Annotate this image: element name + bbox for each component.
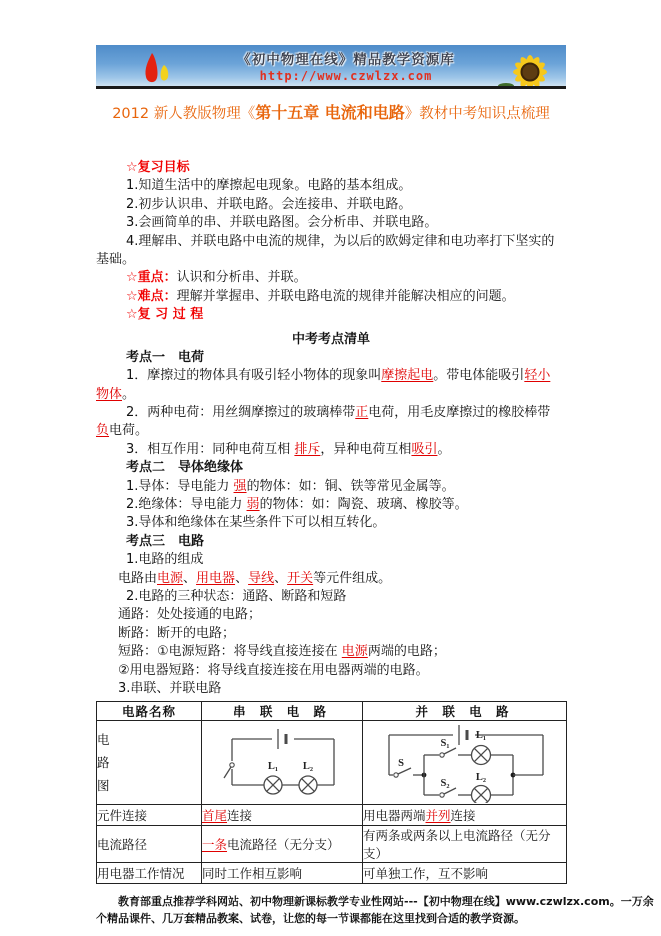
text-segment: 4.理解串、并联电路中电流的规律，为以后的欧姆定律和电功率打下坚实的 [126,233,555,249]
body-line [96,533,566,551]
text-segment: 认识和分析串、并联。 [176,270,307,286]
text-segment: ②用电器短路：将导线直接连接在用电器两端的电路。 [118,662,429,678]
lamp-label: L₂ [302,760,314,772]
parallel-circuit-diagram [373,723,557,803]
text-segment: 、 [183,570,197,586]
red-heading: ☆复 习 过 程 [126,307,204,323]
key-term: 正 [355,405,369,421]
key-term: 电源 [157,570,184,586]
body-line [96,177,566,195]
text-segment: 两端的电路； [367,644,446,660]
text-segment: 1．摩擦过的物体具有吸引轻小物体的现象叫 [126,368,382,384]
body-line [96,159,566,177]
lamp-icon [302,778,315,791]
key-term: 开关 [287,570,314,586]
text-segment: 考点三 电路 [126,533,205,549]
body-line [96,404,566,422]
body-line [96,478,566,496]
title-chapter: 第十五章 电流和电路 [255,103,405,122]
text-segment: ，异种电荷互相 [320,441,412,457]
wire [317,739,334,785]
text-segment: 2.电路的三种状态：通路、断路和短路 [126,588,347,604]
text-segment: 电荷，用毛皮摩擦过的橡胶棒带 [368,405,551,421]
series-working-cell [202,863,363,884]
switch-label: S₂ [440,777,449,789]
circuit-comparison-table [96,701,567,884]
body-line [96,441,566,459]
text-segment: 有两条或两条以上电流路径（无分支） [363,828,551,862]
switch-icon [224,767,231,778]
table-header-row [97,702,567,721]
text-segment: 用电器两端 [363,808,426,824]
text-segment: 电路由 [118,570,158,586]
body-line [96,496,566,514]
text-segment: 1.知道生活中的摩擦起电现象。电路的基本组成。 [126,178,412,194]
footer-line: 个精品课件、几万套精品教案、试卷，让您的每一节课都能在这里找到合适的教学资源。 [96,912,525,926]
key-term: 排斥 [294,441,321,457]
title-prefix: 2012 新人教版物理《 [112,106,256,122]
text-segment: 3.导体和绝缘体在某些条件下可以相互转化。 [126,515,386,531]
switch-icon [230,763,234,767]
text-segment: 基础。 [96,251,136,267]
banner-text-block [206,48,486,83]
red-heading: ☆重点： [126,270,177,286]
body-line [96,588,566,606]
page-title [96,101,566,125]
switch-icon [439,753,443,757]
diagram-label-char: 路 [97,755,110,771]
text-segment: 通路：处处接通的电路； [118,607,262,623]
key-term: 并列 [425,808,451,824]
series-circuit-cell [202,721,363,805]
switch-label: S₁ [440,737,449,749]
text-segment: 理解并掌握串、并联电路电流的规律并能解决相应的问题。 [176,288,515,304]
key-term: 用电器 [196,570,236,586]
body-line [96,625,566,643]
series-circuit-diagram [212,723,352,803]
text-segment: 1.导体：导电能力 [126,478,234,494]
red-heading: ☆复习目标 [126,160,190,175]
body-line [96,251,566,269]
body-line [96,606,566,624]
text-segment: 。 [437,441,451,457]
parallel-circuit-cell [363,721,567,805]
body-line [96,214,566,232]
text-segment: 。 [122,386,136,402]
text-segment: 1.电路的组成 [126,552,204,568]
key-term: 导线 [248,570,275,586]
lamp-label: L₁ [475,729,486,741]
body-line [96,514,566,532]
text-segment: 连接 [227,808,253,824]
body-line [96,551,566,569]
diagram-label-char: 电 [97,732,110,748]
footer-line: 教育部重点推荐学科网站、初中物理新课标教学专业性网站---【初中物理在线】www.czwlzx.com。一万余 [118,895,654,909]
text-segment: 3．相互作用：同种电荷互相 [126,441,295,457]
text-segment: 短路：①电源短路：将导线直接连接在 [118,644,342,660]
header-circuit-name: 电路名称 [97,702,202,721]
body-line [96,331,566,349]
parallel-connection-cell [363,805,567,826]
title-suffix: 》教材中考知识点梳理 [404,106,550,122]
body-line [96,422,566,440]
text-segment: 3.会画简单的串、并联电路图。会分析串、并联电路。 [126,215,438,231]
key-term: 一条 [202,837,228,853]
table-row-diagram [97,721,567,805]
key-term: 电源 [341,644,368,660]
body-line [96,233,566,251]
switch-icon [393,773,397,777]
text-segment: 电荷。 [109,423,149,439]
text-segment: 中考考点清单 [291,331,370,347]
key-term: 负 [96,423,110,439]
body-line [96,570,566,588]
text-segment: 考点二 导体绝缘体 [126,460,244,476]
text-segment: 2.绝缘体：导电能力 [126,497,247,513]
text-segment: 同时工作相互影响 [202,866,303,882]
body-line [96,367,566,385]
site-banner [96,45,566,89]
key-term: 摩擦起电 [381,368,434,384]
text-segment: 电流路径（无分支） [227,837,340,853]
table-row-path [97,826,567,863]
text-segment: 、 [235,570,249,586]
text-segment: 连接 [450,808,476,824]
body-text [96,159,566,698]
key-term: 强 [233,478,247,494]
row-label-working: 用电器工作情况 [97,863,202,884]
series-connection-cell [202,805,363,826]
lamp-icon [267,778,280,791]
text-segment: 2．两种电荷：用丝绸摩擦过的玻璃棒带 [126,405,356,421]
key-term: 吸引 [411,441,438,457]
header-series-circuit: 串 联 电 路 [202,702,363,721]
lamp-label: L₂ [475,771,486,783]
key-term: 弱 [246,497,260,513]
body-line [96,680,566,698]
body-line [96,288,566,306]
text-segment: 、 [274,570,288,586]
text-segment: 等元件组成。 [313,570,392,586]
row-label-connection: 元件连接 [97,805,202,826]
key-term: 物体 [96,386,123,402]
key-term: 首尾 [202,808,228,824]
site-logo-icon [138,49,184,87]
text-segment: 断路：断开的电路； [118,625,236,641]
sunflower-icon [494,45,560,89]
table-row-working [97,863,567,884]
red-heading: ☆难点： [126,288,177,304]
text-segment: 的物体：如：陶瓷、玻璃、橡胶等。 [259,497,468,513]
parallel-working-cell [363,863,567,884]
body-line [96,386,566,404]
row-label-path: 电流路径 [97,826,202,863]
switch-icon [439,793,443,797]
diagram-label-char: 图 [97,778,110,794]
diagram-row-label [97,721,202,805]
lamp-icon [474,748,487,761]
switch-label: S [397,757,404,769]
wire [513,735,543,775]
lamp-label: L₁ [267,760,279,772]
header-parallel-circuit: 并 联 电 路 [363,702,567,721]
body-line [96,306,566,324]
table-row-connection [97,805,567,826]
text-segment: 。带电体能吸引 [433,368,525,384]
parallel-path-cell [363,826,567,863]
text-segment: 可单独工作，互不影响 [363,866,489,882]
banner-site-title: 《初中物理在线》精品教学资源库 [237,52,455,68]
body-line [96,643,566,661]
site-footer [96,893,654,927]
content-column [96,45,654,927]
text-segment: 的物体：如：铜、铁等常见金属等。 [246,478,455,494]
text-segment: 考点一 电荷 [126,349,205,365]
body-line [96,269,566,287]
body-line [96,349,566,367]
lamp-icon [474,788,487,801]
banner-site-url[interactable]: http://www.czwlzx.com [259,69,433,83]
body-line [96,662,566,680]
text-segment: 2.初步认识串、并联电路。会连接串、并联电路。 [126,196,412,212]
body-line [96,459,566,477]
series-path-cell [202,826,363,863]
key-term: 轻小 [524,368,551,384]
text-segment: 3.串联、并联电路 [118,680,222,696]
body-line [96,196,566,214]
